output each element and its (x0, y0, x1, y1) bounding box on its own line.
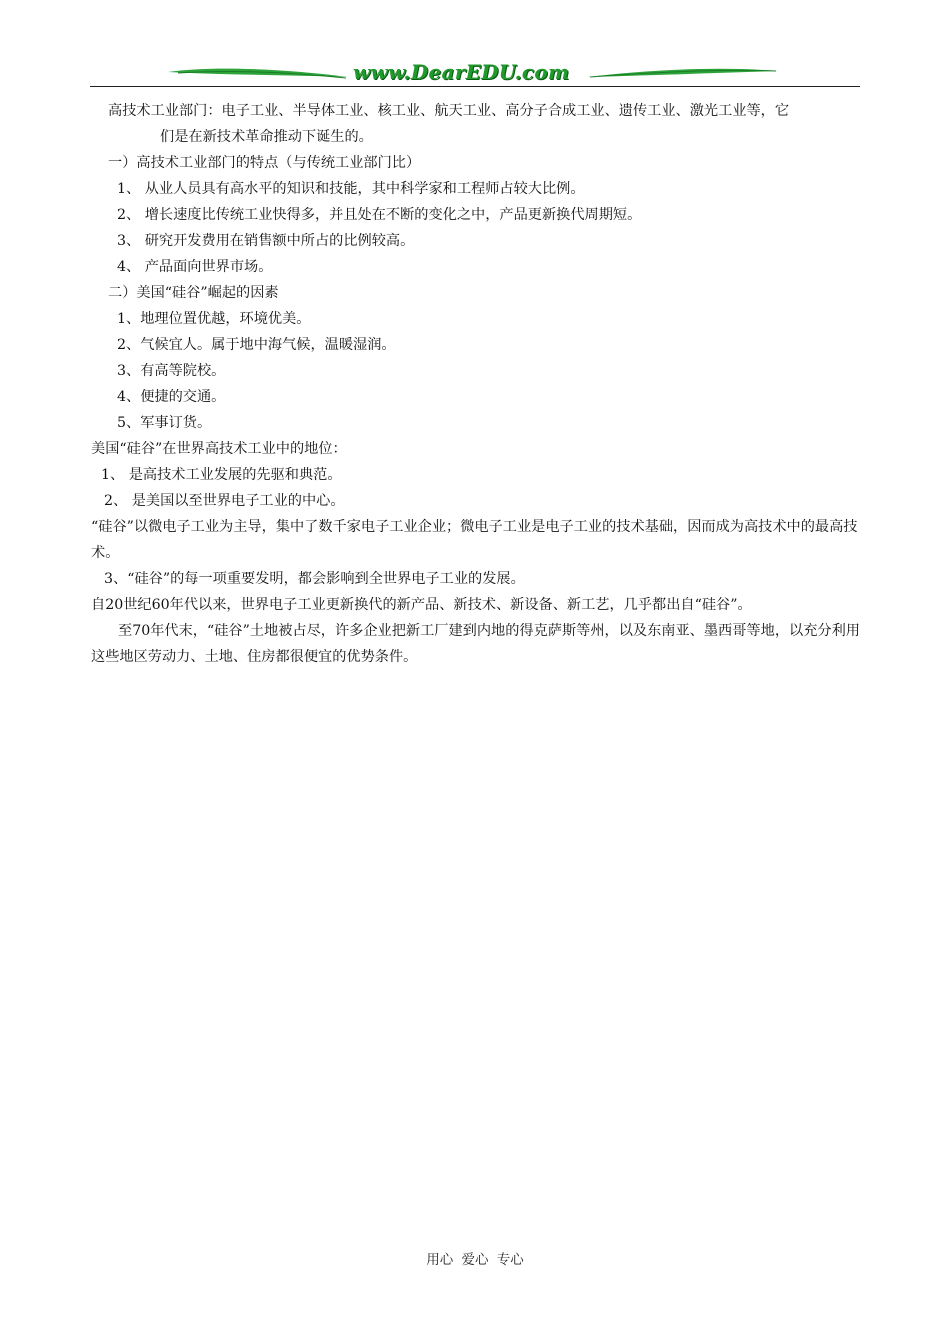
intro-line-1: 高技术工业部门：电子工业、半导体工业、核工业、航天工业、高分子合成工业、遗传工业、激光工业等，它 (108, 103, 790, 119)
site-logo: www.DearEDU.com (353, 60, 570, 84)
intro-line-2: 们是在新技术革命推动下诞生的。 (160, 129, 373, 145)
header-rule (90, 86, 860, 87)
section-1-item-3: 3、 研究开发费用在销售额中所占的比例较高。 (117, 233, 415, 249)
section-2-item-1: 1、地理位置优越，环境优美。 (117, 311, 311, 327)
section-1-item-2: 2、 增长速度比传统工业快得多，并且处在不断的变化之中，产品更新换代周期短。 (117, 207, 642, 223)
status-item-1: 1、 是高技术工业发展的先驱和典范。 (101, 467, 342, 483)
page-header (90, 58, 860, 92)
section-1-title: 一）高技术工业部门的特点（与传统工业部门比） (108, 155, 421, 171)
page-footer-motto: 用心 爱心 专心 (426, 1252, 524, 1268)
section-2-item-3: 3、有高等院校。 (117, 363, 226, 379)
section-1-item-1: 1、 从业人员具有高水平的知识和技能，其中科学家和工程师占较大比例。 (117, 181, 585, 197)
document-body (91, 98, 861, 670)
status-item-2: 2、 是美国以至世界电子工业的中心。 (104, 493, 345, 509)
right-swoosh-decoration (588, 66, 778, 82)
status-title: 美国“硅谷”在世界高技术工业中的地位： (91, 441, 347, 457)
status-paragraph-3: 至70年代末，“硅谷”土地被占尽，许多企业把新工厂建到内地的得克萨斯等州，以及东南亚、墨西哥等地，以充分利用这些地区劳动力、土地、住房都很便宜的优势条件。 (91, 623, 860, 665)
section-2-title: 二）美国“硅谷”崛起的因素 (108, 285, 279, 301)
section-2-item-5: 5、军事订货。 (117, 415, 212, 431)
left-swoosh-decoration (168, 66, 348, 82)
status-item-3: 3、“硅谷”的每一项重要发明，都会影响到全世界电子工业的发展。 (104, 571, 525, 587)
section-2-item-4: 4、便捷的交通。 (117, 389, 226, 405)
intro-paragraph (91, 98, 861, 150)
section-1-item-4: 4、 产品面向世界市场。 (117, 259, 273, 275)
section-2-item-2: 2、气候宜人。属于地中海气候，温暖湿润。 (117, 337, 396, 353)
status-paragraph-2: 自20世纪60年代以来，世界电子工业更新换代的新产品、新技术、新设备、新工艺，几乎都出自“硅谷”。 (91, 597, 752, 613)
status-paragraph-1: “硅谷”以微电子工业为主导，集中了数千家电子工业企业；微电子工业是电子工业的技术基础，因而成为高技术中的最高技术。 (91, 519, 858, 561)
